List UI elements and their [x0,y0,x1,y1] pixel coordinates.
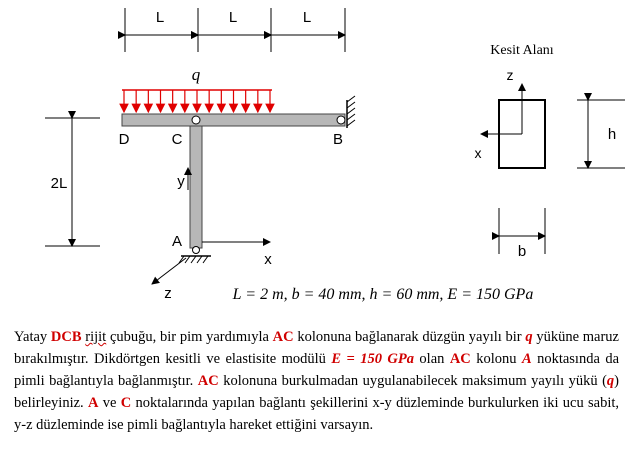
distributed-load [122,65,272,112]
axis-z [152,258,186,302]
axis-y [177,168,188,190]
section-title: Kesit Alanı [490,43,554,58]
label-d: D [118,131,130,148]
wall-support-b [347,96,355,128]
label-c: C [171,131,183,148]
pin-support-a [179,247,211,264]
top-dimension [125,8,345,52]
q-term: q [606,373,615,389]
ac-term: AC [449,351,471,367]
section-label-x: x [474,145,482,161]
rijit-term: rijit [85,329,107,345]
axis-label-x: x [264,251,272,268]
c-term: C [120,395,132,411]
axis-label-z: z [164,285,172,302]
dcb-term: DCB [50,329,82,345]
column-ac [190,126,202,248]
section-label-z: z [506,67,514,83]
ac-term: AC [197,373,219,389]
span-label-1: L [155,9,165,26]
span-label-3: L [302,9,312,26]
pin-c [192,116,200,124]
given-values: L = 2 m, b = 40 mm, h = 60 mm, E = 150 GPa [232,286,534,303]
a-term: A [87,395,99,411]
section-label-b: b [517,243,527,260]
label-a: A [171,233,183,250]
label-2l: 2L [50,175,68,192]
a-term: A [521,351,532,367]
ac-term: AC [272,329,294,345]
pin-b [337,116,345,124]
section-label-h: h [607,126,617,143]
span-label-2: L [228,9,238,26]
load-label-q: q [191,65,201,84]
column-height-dimension [45,118,100,246]
q-term: q [525,329,533,345]
problem-statement: Yatay DCB rijit çubuğu, bir pim yardımıyla AC kolonuna bağlanarak düzgün yayılı bir q yüküne maruz bırakılmıştır. Dikdörtgen kesitli ve elastisite modülü E = 150 GPa olan AC kolonu A noktasında da pimli bağlantıyla bağlanmıştır. AC kolonuna burkulmadan uygulanabilecek maksimum yayılı yükü (q) belirleyiniz. A ve C noktalarında yapılan bağlantı şekillerini x-y düzleminde burkulurken iki ucu sabit, y-z düzleminde ise pimli bağlantıyla hareket ettiğini varsayın. [14,329,620,433]
label-b: B [332,131,344,148]
cross-section [475,43,626,260]
axis-label-y: y [177,173,185,190]
axis-x [202,242,272,268]
beam-dcb [122,114,345,126]
e-modulus-term: E = 150 GPa [331,351,414,367]
